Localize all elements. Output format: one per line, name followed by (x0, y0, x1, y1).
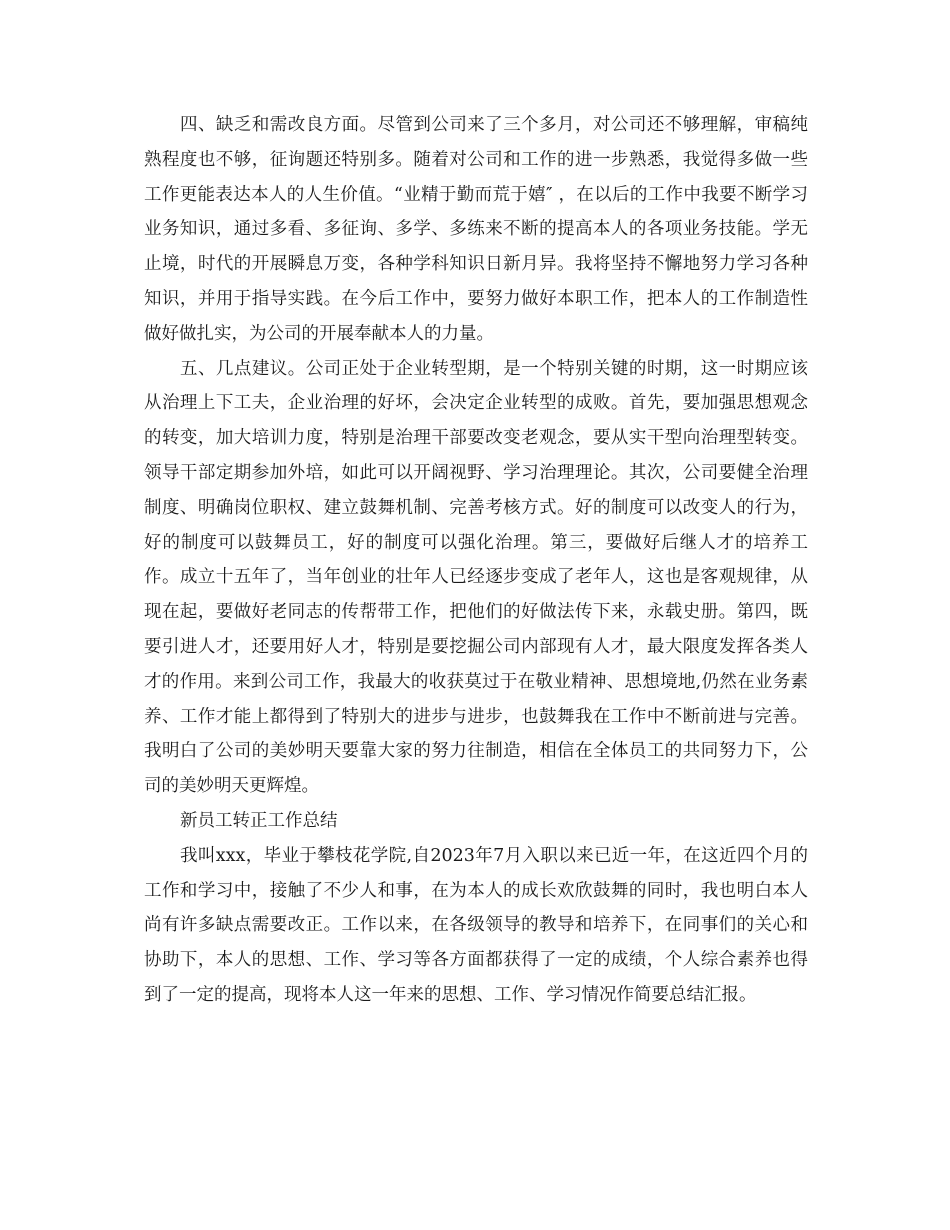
document-body (144, 108, 808, 1013)
paragraph-improvement: 四、缺乏和需改良方面。尽管到公司来了三个多月，对公司还不够理解，审稿纯熟程度也不够，征询题还特别多。随着对公司和工作的进一步熟悉，我觉得多做一些工作更能表达本人的人生价值。“业精于勤而荒于嬉″ ，在以后的工作中我要不断学习业务知识，通过多看、多征询、多学、多练来不断的提高本人的各项业务技能。学无止境，时代的开展瞬息万变，各种学科知识日新月异。我将坚持不懈地努力学习各种知识，并用于指导实践。在今后工作中，要努力做好本职工作，把本人的工作制造性做好做扎实，为公司的开展奉献本人的力量。 (144, 115, 808, 344)
paragraph-suggestions: 五、几点建议。公司正处于企业转型期，是一个特别关键的时期，这一时期应该从治理上下工夫，企业治理的好坏，会决定企业转型的成败。首先，要加强思想观念的转变，加大培训力度，特别是治理干部要改变老观念，要从实干型向治理型转变。领导干部定期参加外培，如此可以开阔视野、学习治理理论。其次，公司要健全治理制度、明确岗位职权、建立鼓舞机制、完善考核方式。好的制度可以改变人的行为，好的制度可以鼓舞员工，好的制度可以强化治理。第三，要做好后继人才的培养工作。成立十五年了，当年创业的壮年人已经逐步变成了老年人，这也是客观规律，从现在起，要做好老同志的传帮带工作，把他们的好做法传下来，永载史册。第四，既要引进人才，还要用好人才，特别是要挖掘公司内部现有人才，最大限度发挥各类人才的作用。来到公司工作，我最大的收获莫过于在敬业精神、思想境地,仍然在业务素养、工作才能上都得到了特别大的进步与进步，也鼓舞我在工作中不断前进与完善。我明白了公司的美妙明天要靠大家的努力往制造，相信在全体员工的共同努力下，公司的美妙明天更辉煌。 (144, 358, 808, 797)
paragraph-introduction: 我叫xxx，毕业于攀枝花学院,自2023年7月入职以来已近一年，在这近四个月的工作和学习中，接触了不少人和事，在为本人的成长欢欣鼓舞的同时，我也明白本人尚有许多缺点需要改正。工作以来，在各级领导的教导和培养下，在同事们的关心和协助下，本人的思想、工作、学习等各方面都获得了一定的成绩，个人综合素养也得到了一定的提高，现将本人这一年来的思想、工作、学习情况作简要总结汇报。 (144, 845, 808, 1005)
section-heading: 新员工转正工作总结 (180, 810, 338, 831)
